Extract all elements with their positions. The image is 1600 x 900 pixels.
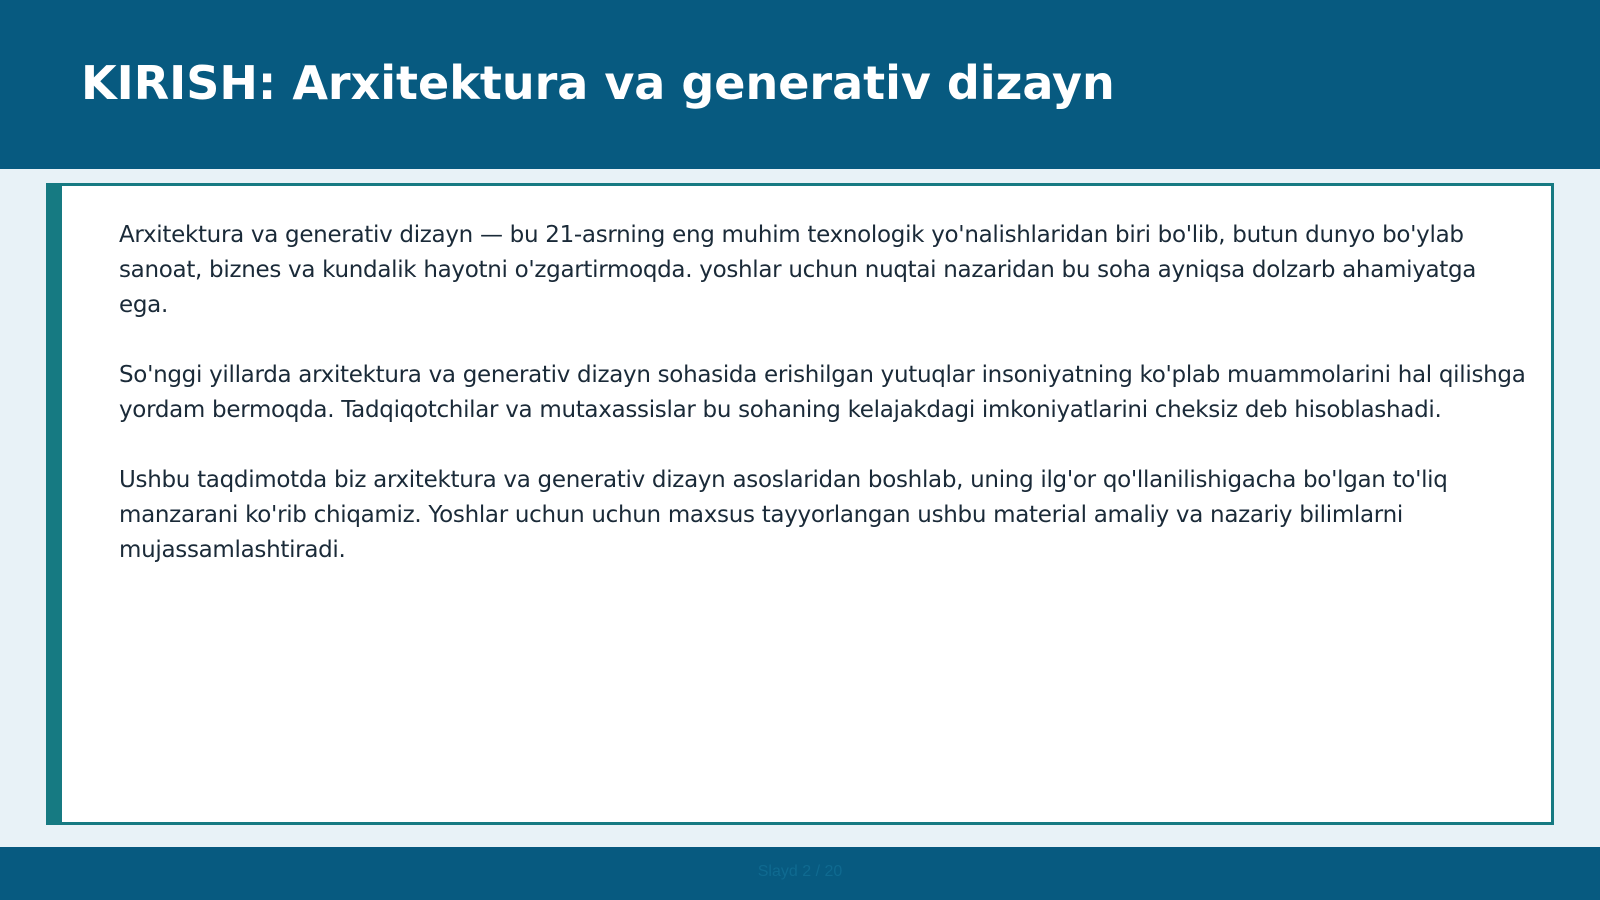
slide-number: Slayd 2 / 20: [757, 863, 843, 880]
paragraph-achievements: So'nggi yillarda arxitektura va generativ dizayn sohasida erishilgan yutuqlar insoniyatning ko'plab muammolarini hal qilishga yordam bermoqda. Tadqiqotchilar va mutaxassislar bu sohaning kelajakdagi imkoniyatlarini cheksiz deb hisoblashadi.: [119, 362, 1526, 423]
body-text: [119, 218, 1529, 603]
content-panel: [46, 183, 1554, 825]
paragraph-overview: Ushbu taqdimotda biz arxitektura va generativ dizayn asoslaridan boshlab, uning ilg'or qo'llanilishigacha bo'lgan to'liq manzarani ko'rib chiqamiz. Yoshlar uchun uchun maxsus tayyorlangan ushbu material amaliy va nazariy bilimlarni mujassamlashtiradi.: [119, 467, 1448, 563]
slide-title: KIRISH: Arxitektura va generativ dizayn: [81, 56, 1115, 110]
slide-header: [0, 0, 1600, 169]
paragraph-intro: Arxitektura va generativ dizayn — bu 21-asrning eng muhim texnologik yo'nalishlaridan biri bo'lib, butun dunyo bo'ylab sanoat, biznes va kundalik hayotni o'zgartirmoqda. yoshlar uchun nuqtai nazaridan bu soha ayniqsa dolzarb ahamiyatga ega.: [119, 222, 1477, 318]
slide-footer: [0, 847, 1600, 900]
